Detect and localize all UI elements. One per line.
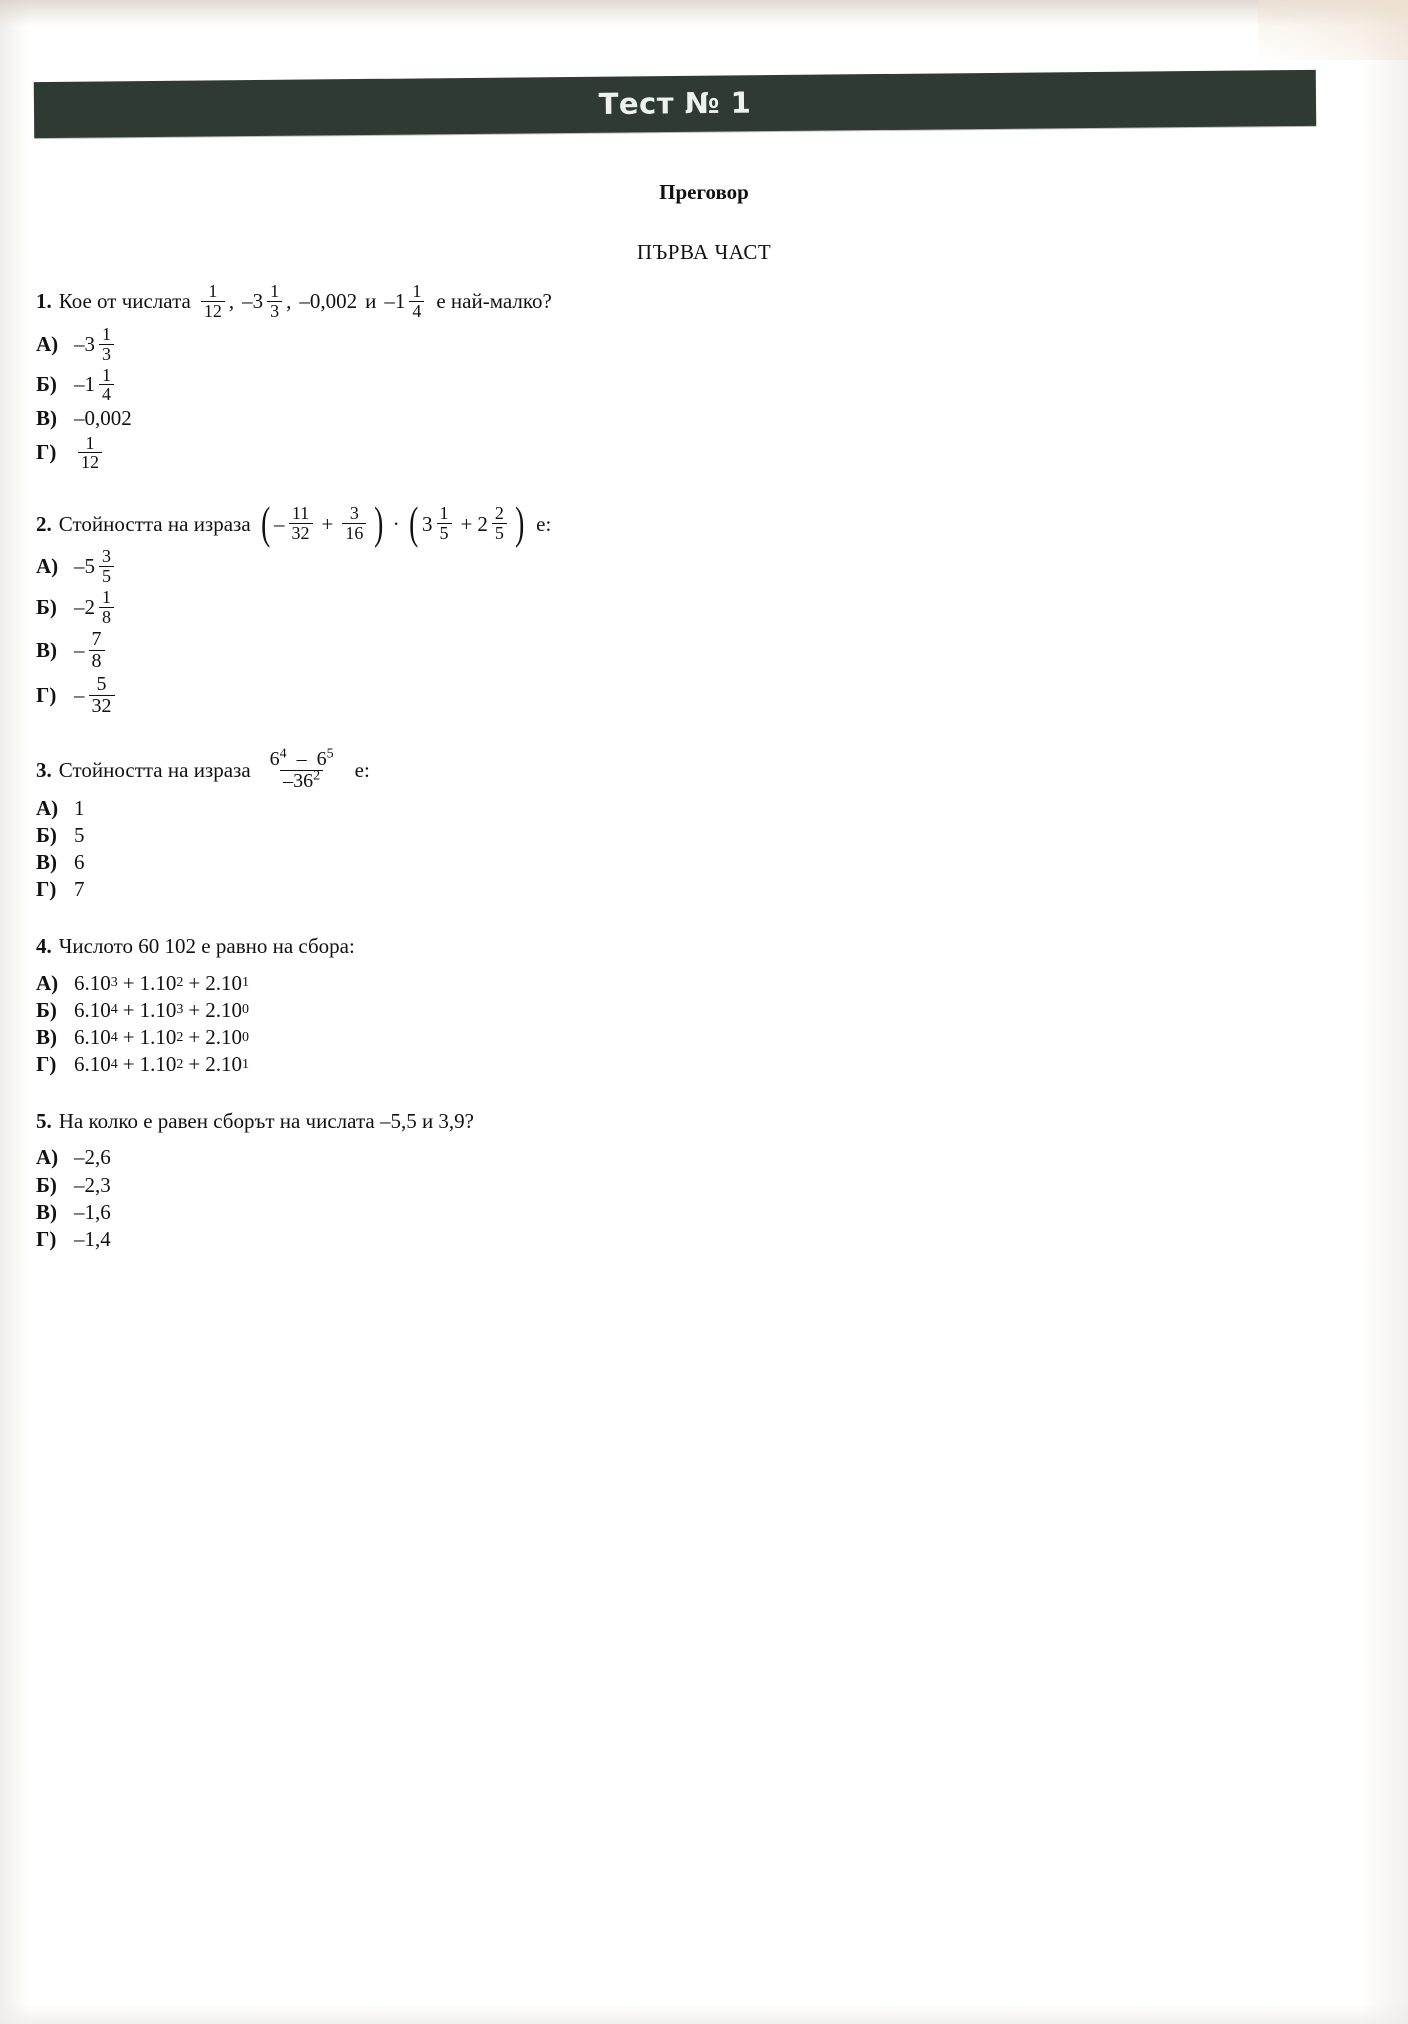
option-2-g[interactable]: Г) – $\frac{5}{32}$: [36, 674, 1356, 717]
option-3-v[interactable]: В) 6: [36, 850, 85, 875]
question-2-number: 2.: [36, 511, 52, 536]
option-3-a[interactable]: А) 1: [36, 795, 85, 820]
question-1-options: [36, 325, 1356, 473]
comma-1: ,: [228, 289, 235, 314]
mixed-minus-1-1-4: –1 $\frac{1}{4}$: [384, 282, 428, 321]
question-3-expression: $\frac{6^4 - 6^5}{-36^2}$: [269, 746, 334, 792]
scan-shadow-bottom: [0, 2004, 1408, 2024]
comma-2: ,: [286, 289, 292, 314]
fraction-1-12: $\frac{1}{12}$: [201, 282, 225, 321]
question-4-options: [36, 971, 1356, 1078]
option-4-b[interactable]: Б) 6.10 4 + 1.10 3 + 2.10 0: [36, 997, 249, 1022]
question-3: [36, 746, 1356, 903]
option-4-g[interactable]: Г) 6.10 4 + 1.10 2 + 2.10 1: [36, 1052, 249, 1077]
option-2-b[interactable]: Б) –2 $\frac{1}{8}$: [36, 588, 1356, 627]
option-4-a[interactable]: А) 6.10 3 + 1.10 2 + 2.10 1: [36, 970, 249, 995]
question-3-text: Стойността на израза: [58, 758, 251, 783]
question-1-number: 1.: [36, 289, 52, 314]
option-5-g[interactable]: Г) –1,4: [36, 1227, 111, 1251]
option-3-g[interactable]: Г) 7: [36, 877, 85, 902]
scan-shadow-top: [0, 0, 1408, 26]
question-4: [36, 934, 1356, 1077]
question-3-tail: е:: [354, 758, 370, 783]
question-2-expression: ( – $\frac{11}{32}$ + $\frac{3}{16}$ ) · ( 3 $\frac{1}{5}$ + 2 $\frac{2}{5}$ ): [260, 497, 525, 549]
option-1-v[interactable]: В) –0,002: [36, 406, 132, 431]
question-5-text: На колко е равен сборът на числата –5,5 и 3,9?: [58, 1109, 475, 1134]
document-title: Тест № 1: [598, 85, 752, 122]
option-5-a[interactable]: А) –2,6: [36, 1145, 111, 1170]
mixed-minus-3-1-3: –3 $\frac{1}{3}$: [242, 282, 286, 321]
question-5: [36, 1109, 1356, 1252]
decimal-value: –0,002: [299, 289, 358, 314]
conjunction: и: [365, 289, 377, 314]
question-2-tail: е:: [536, 511, 552, 536]
scan-shadow-corner: [1258, 0, 1408, 60]
question-3-stem: [36, 746, 1356, 792]
question-2-text: Стойността на израза: [58, 511, 251, 536]
question-1-stem: [36, 282, 1356, 321]
title-banner: [34, 70, 1316, 138]
question-5-options: [36, 1145, 1356, 1252]
option-1-g[interactable]: Г) $\frac{1}{12}$: [36, 434, 1356, 473]
option-4-v[interactable]: В) 6.10 4 + 1.10 2 + 2.10 0: [36, 1024, 249, 1049]
questions-container: [36, 282, 1356, 1258]
question-3-number: 3.: [36, 758, 52, 783]
question-1-text: Кое от числата: [58, 289, 191, 314]
option-5-b[interactable]: Б) –2,3: [36, 1172, 111, 1197]
option-2-a[interactable]: А) –5 $\frac{3}{5}$: [36, 547, 1356, 586]
option-5-v[interactable]: В) –1,6: [36, 1199, 111, 1224]
question-1: [36, 282, 1356, 472]
question-5-number: 5.: [36, 1109, 52, 1134]
option-3-b[interactable]: Б) 5: [36, 822, 85, 847]
question-2: [36, 497, 1356, 717]
document-subtitle: Преговор: [659, 180, 749, 204]
question-2-stem: [36, 497, 1356, 549]
question-1-tail: е най-малко?: [436, 289, 552, 314]
question-4-stem: [36, 934, 1356, 958]
question-3-options: [36, 796, 1356, 903]
question-4-text: Числото 60 102 е равно на сбора:: [58, 934, 355, 959]
question-4-number: 4.: [36, 934, 52, 959]
question-2-options: [36, 547, 1356, 717]
part-label: ПЪРВА ЧАСТ: [636, 240, 772, 264]
question-5-stem: [36, 1109, 1356, 1133]
option-1-b[interactable]: Б) –1 $\frac{1}{4}$: [36, 366, 1356, 405]
option-2-v[interactable]: В) – $\frac{7}{8}$: [36, 629, 1356, 672]
option-1-a[interactable]: А) –3 $\frac{1}{3}$: [36, 325, 1356, 364]
